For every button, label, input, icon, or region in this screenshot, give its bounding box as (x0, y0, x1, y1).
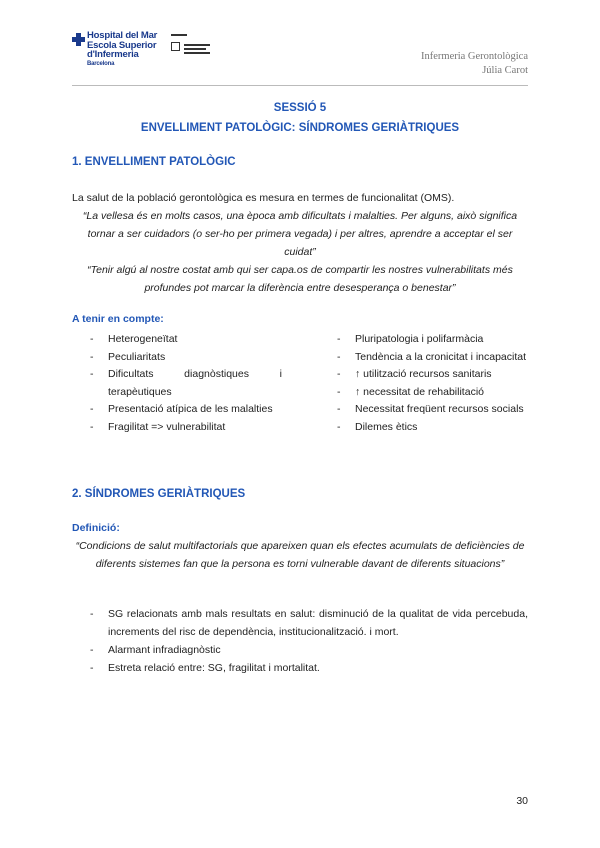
page-number: 30 (516, 795, 528, 807)
consider-list-left (90, 331, 282, 436)
list-item: - Presentació atípica de les malalties (90, 403, 273, 415)
consider-label: A tenir en compte: (72, 313, 164, 325)
sg-points-list (90, 605, 528, 677)
list-item: - Dificultats diagnòstiques i terapèutiques (90, 368, 282, 398)
header-info (421, 50, 528, 78)
list-item: - ↑ utilització recursos sanitaris (337, 368, 492, 380)
list-item: - Necessitat freqüent recursos socials (337, 403, 524, 415)
list-item: - ↑ necessitat de rehabilitació (337, 385, 484, 398)
session-title: SESSIÓ 5 (273, 102, 327, 114)
definition-label: Definició: (72, 522, 120, 534)
university-logo (171, 34, 213, 56)
quote-2: “Tenir algú al nostre costat amb qui ser capa.os de compartir les nostres vulnerabilitats més profundes pot marcar la diferència entre desesperança o benestar” (87, 264, 513, 294)
logo-line-1: Hospital del Mar (87, 30, 158, 41)
quote-1: “La vellesa és en molts casos, una època amb dificultats i malalties. Per alguns, això significa tornar a ser cuidadors (o ser-ho per primera vegada) i per altres, aprendre a acceptar el ser cuidat” (82, 210, 518, 258)
hospital-cross-icon (72, 33, 85, 46)
logo-line-3: d'Infermeria (87, 49, 139, 60)
list-item: - SG relacionats amb mals resultats en salut: disminució de la qualitat de vida percebuda, increments del risc de dependència, institucionalització. i mort. (90, 608, 528, 638)
list-item: - Peculiaritats (90, 350, 166, 363)
page-title: ENVELLIMENT PATOLÒGIC: SÍNDROMES GERIÀTRIQUES (140, 122, 460, 134)
list-item: - Heterogeneïtat (90, 333, 178, 345)
list-item: - Dilemes ètics (337, 420, 418, 433)
definition-quote: “Condicions de salut multifactorials que apareixen quan els efectes acumulats de deficiències de diferents sistemes fan que la persona es torni vulnerable davant de diferents situacions” (75, 540, 525, 570)
consider-list-right (337, 331, 528, 436)
author-name: Júlia Carot (482, 65, 528, 76)
list-item: - Pluripatologia i polifarmàcia (337, 333, 484, 345)
list-item: - Tendència a la cronicitat i incapacitat (337, 350, 527, 363)
logo-sub: Barcelona (87, 60, 115, 67)
logo-line-2: Escola Superior (87, 39, 157, 51)
section-1-heading: 1. ENVELLIMENT PATOLÒGIC (72, 156, 236, 168)
list-item: - Estreta relació entre: SG, fragilitat i mortalitat. (90, 662, 320, 674)
list-item: - Alarmant infradiagnòstic (90, 644, 221, 656)
header-divider (72, 85, 528, 86)
list-item: - Fragilitat => vulnerabilitat (90, 420, 226, 433)
section-2-heading: 2. SÍNDROMES GERIÀTRIQUES (72, 488, 246, 500)
section-1-intro: La salut de la població gerontològica es mesura en termes de funcionalitat (OMS). (72, 192, 455, 204)
course-name: Infermeria Gerontològica (421, 51, 528, 62)
